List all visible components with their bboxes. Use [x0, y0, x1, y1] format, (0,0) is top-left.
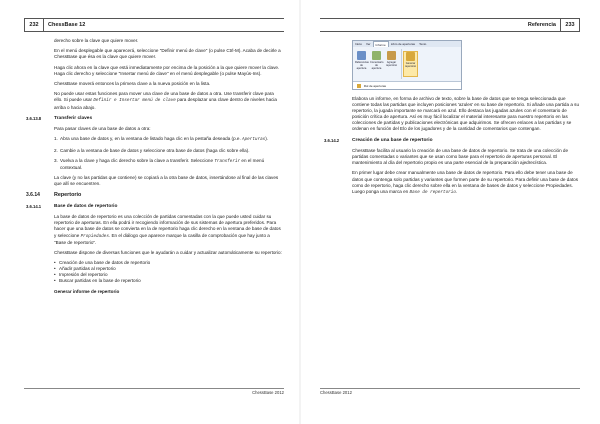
text-run: Impresión del repertorio: [59, 272, 108, 278]
section-title: Repertorio: [54, 192, 82, 199]
paragraph: Elabora un informe, en forma de archivo de texto, sobre la base de datos que se tenga seleccionada que contiene todas las partidas que incluyen posiciones 'azules' en su base de repertorio. Si añade una partida a su repertorio, la jugada importante se marcará en azul. Ello destaca las jugadas azules con el comentario de posición crítica de apertura. Así es muy fácil localizar el material interesante para nuestro repertorio en las colecciones de partidas y publicaciones electrónicas que adquirimos. Se ofrecen enlaces a las partidas y se ordenan en función del Elo de los jugadores y de la cantidad de comentarios que contengan.: [352, 96, 579, 132]
text-run: para desplazar una clave dentro de niveles hacia arriba o hacia abajo.: [54, 97, 277, 110]
right-page-number: 233: [560, 18, 580, 32]
paragraph: ChessBase dispone de diversas funciones que le ayudarán a cuidar y actualizar automáticamente su repertorio:: [54, 249, 282, 255]
mono-text: Propiedades: [80, 233, 109, 239]
paragraph: En el menú desplegable que aparecerá, seleccione "Definir menú de clave" (o pulse Ctrl-M). Acaba de decirle a ChessBase que ésa es la clave que quiere mover.: [54, 48, 281, 60]
text-run: .: [455, 188, 458, 194]
paragraph: Para pasar claves de una base de datos a otra:: [54, 126, 151, 131]
section-heading: [26, 192, 282, 199]
comment-icon: [372, 51, 381, 60]
left-page-body: [26, 38, 282, 299]
text-run: . En el diálogo que aparece marque la casilla de comprobación que hay junto a "Base de repertorio".: [54, 232, 270, 245]
section-number: 3.6.14.2: [324, 137, 340, 143]
ribbon-button-highlighted: [403, 51, 418, 77]
text-run: Abra una base de datos y, en la ventana de listado haga clic en la pestaña deseada (p.e.: [60, 136, 241, 142]
mono-text: Base de repertorio: [409, 189, 456, 195]
section-heading: [324, 137, 580, 144]
ribbon-button-label: Agregar repertorio: [385, 61, 398, 67]
book-icon: [357, 51, 366, 60]
ribbon-separator: [400, 49, 402, 79]
ribbon-button: [385, 51, 398, 75]
section-title: Transferir claves: [54, 115, 93, 121]
ribbon-tree-strip: [353, 81, 461, 89]
subheading: Generar informe de repertorio: [54, 288, 120, 294]
left-header-title: ChessBase 12: [48, 22, 86, 28]
right-page: [304, 0, 600, 424]
paragraph: Haga clic ahora en la clave que está inmediatamente por encima de la posición a la que quiere mover la clave. Haga clic derecho y seleccione "Insertar menú de clave" en el menú desplegable (o pulse Mayús-Ins).: [54, 64, 280, 76]
text-run: ).: [265, 136, 269, 142]
step-number: 1.: [54, 136, 58, 142]
section-number: 3.6.14: [26, 192, 40, 199]
add-icon: [387, 51, 396, 60]
mono-text: Aperturas: [242, 137, 266, 143]
paragraph: derecho sobre la clave que quiere mover.: [54, 38, 139, 43]
bullet-list: [54, 260, 282, 284]
paragraph: ChessBase moverá entonces la primera clave a la nueva posición en la lista.: [54, 81, 211, 87]
text-run: En primer lugar debe crear manualmente una base de datos de repertorio. Para ello debe tener una base de datos que contenga solo partidas y variantes que formen parte de su repertorio. Para definir una base de datos como de repertorio, haga clic derecho sobre ella en la ventana de bases de datos y seleccione Propiedades. Luego ponga una marca en: [352, 170, 579, 194]
ribbon-button-label: Referencias de apertura: [355, 61, 369, 70]
section-heading: [26, 115, 282, 122]
report-icon: [406, 52, 415, 61]
page-gutter: [299, 0, 301, 424]
steps-list: [54, 136, 282, 171]
step-number: 2.: [54, 147, 58, 153]
left-page-number: 232: [24, 18, 44, 32]
mono-text: Transferir: [214, 158, 241, 164]
section-title: Creación de una base de repertorio: [352, 137, 433, 143]
paragraph: La clave (y no las partidas que contiene) se copiará a la otra base de datos, insertándose al final de las claves que allí se encuentren.: [54, 175, 279, 187]
ribbon-tab: Inicio: [355, 42, 363, 46]
text-run: Vuelva a la clave y haga clic derecho sobre la clave a transferir. Seleccione: [60, 157, 214, 163]
ribbon-button-label: Comentario de apertura: [370, 61, 384, 70]
list-item: [54, 148, 282, 154]
ribbon-tab: Ver: [366, 42, 371, 46]
text-run: Buscar partidas en la base de repertorio: [59, 278, 141, 284]
text-run: en el menú contextual.: [60, 157, 265, 170]
ribbon-screenshot: [352, 40, 462, 90]
ribbon-button-label: Generar repertorio: [404, 62, 417, 68]
paragraph: [352, 170, 580, 195]
step-number: 3.: [54, 157, 58, 163]
paragraph: [54, 91, 282, 110]
mono-text: Definir e Insertar menú de clave: [93, 98, 176, 104]
left-page: [0, 0, 296, 424]
list-item: [54, 278, 282, 284]
ribbon-tabs: [353, 41, 461, 47]
text-run: La base de datos de repertorio es una colección de partidas comentadas con la que puede usted cuidar su repertorio de aperturas. En ella podrá ir recogiendo información de sus sistemas de apertura preferidos. Para hacer que una base de datos se convierta en la de repertorio haga clic derecho en la ventana de base de datos y seleccione: [54, 214, 281, 238]
paragraph: [54, 214, 282, 245]
left-page-header: [24, 18, 284, 32]
bullet-icon: •: [54, 266, 56, 272]
bullet-icon: •: [54, 278, 56, 284]
text-run: Creación de una base de datos de repertorio: [59, 260, 151, 266]
section-heading: [26, 203, 282, 210]
tree-label: Rol de aperturas: [363, 84, 387, 89]
right-page-body: [324, 96, 580, 200]
text-run: Cambie a la ventana de base de datos y seleccione otra base de datos (haga clic sobre ella).: [60, 147, 250, 153]
right-header-title: Referencia: [527, 22, 556, 28]
text-run: No puede usar estas funciones para mover una clave de una base de datos a otra. Use transferir clave para ello. Si puede usar: [54, 91, 274, 103]
text-run: Añadir partidas al repertorio: [59, 266, 116, 272]
ribbon-tab: Texto: [419, 42, 427, 46]
right-page-footer: ChessBase 2012: [320, 388, 580, 397]
ribbon-tab-active: Informe: [373, 41, 389, 47]
right-page-header: [320, 18, 580, 32]
section-number: 3.6.14.1: [26, 203, 42, 209]
folder-icon: [357, 84, 361, 88]
section-number: 3.6.13.8: [26, 115, 42, 121]
bullet-icon: •: [54, 272, 56, 278]
ribbon-button: [370, 51, 383, 75]
ribbon-tab: Libro de aperturas: [390, 42, 416, 46]
bullet-icon: •: [54, 260, 56, 266]
section-title: Base de datos de repertorio: [54, 203, 118, 209]
left-page-footer: ChessBase 2012: [24, 388, 284, 397]
list-item: [54, 136, 282, 143]
list-item: [54, 158, 282, 171]
ribbon-button: [355, 51, 368, 75]
paragraph: ChessBase facilita al usuario la creación de una base de datos de repertorio. Se trata de una colección de partidas comentadas o variantes que se usan como base para el repertorio de aperturas personal. El mantenimiento al día del repertorio propio es una parte esencial de la preparación ajedrecística.: [352, 147, 569, 166]
